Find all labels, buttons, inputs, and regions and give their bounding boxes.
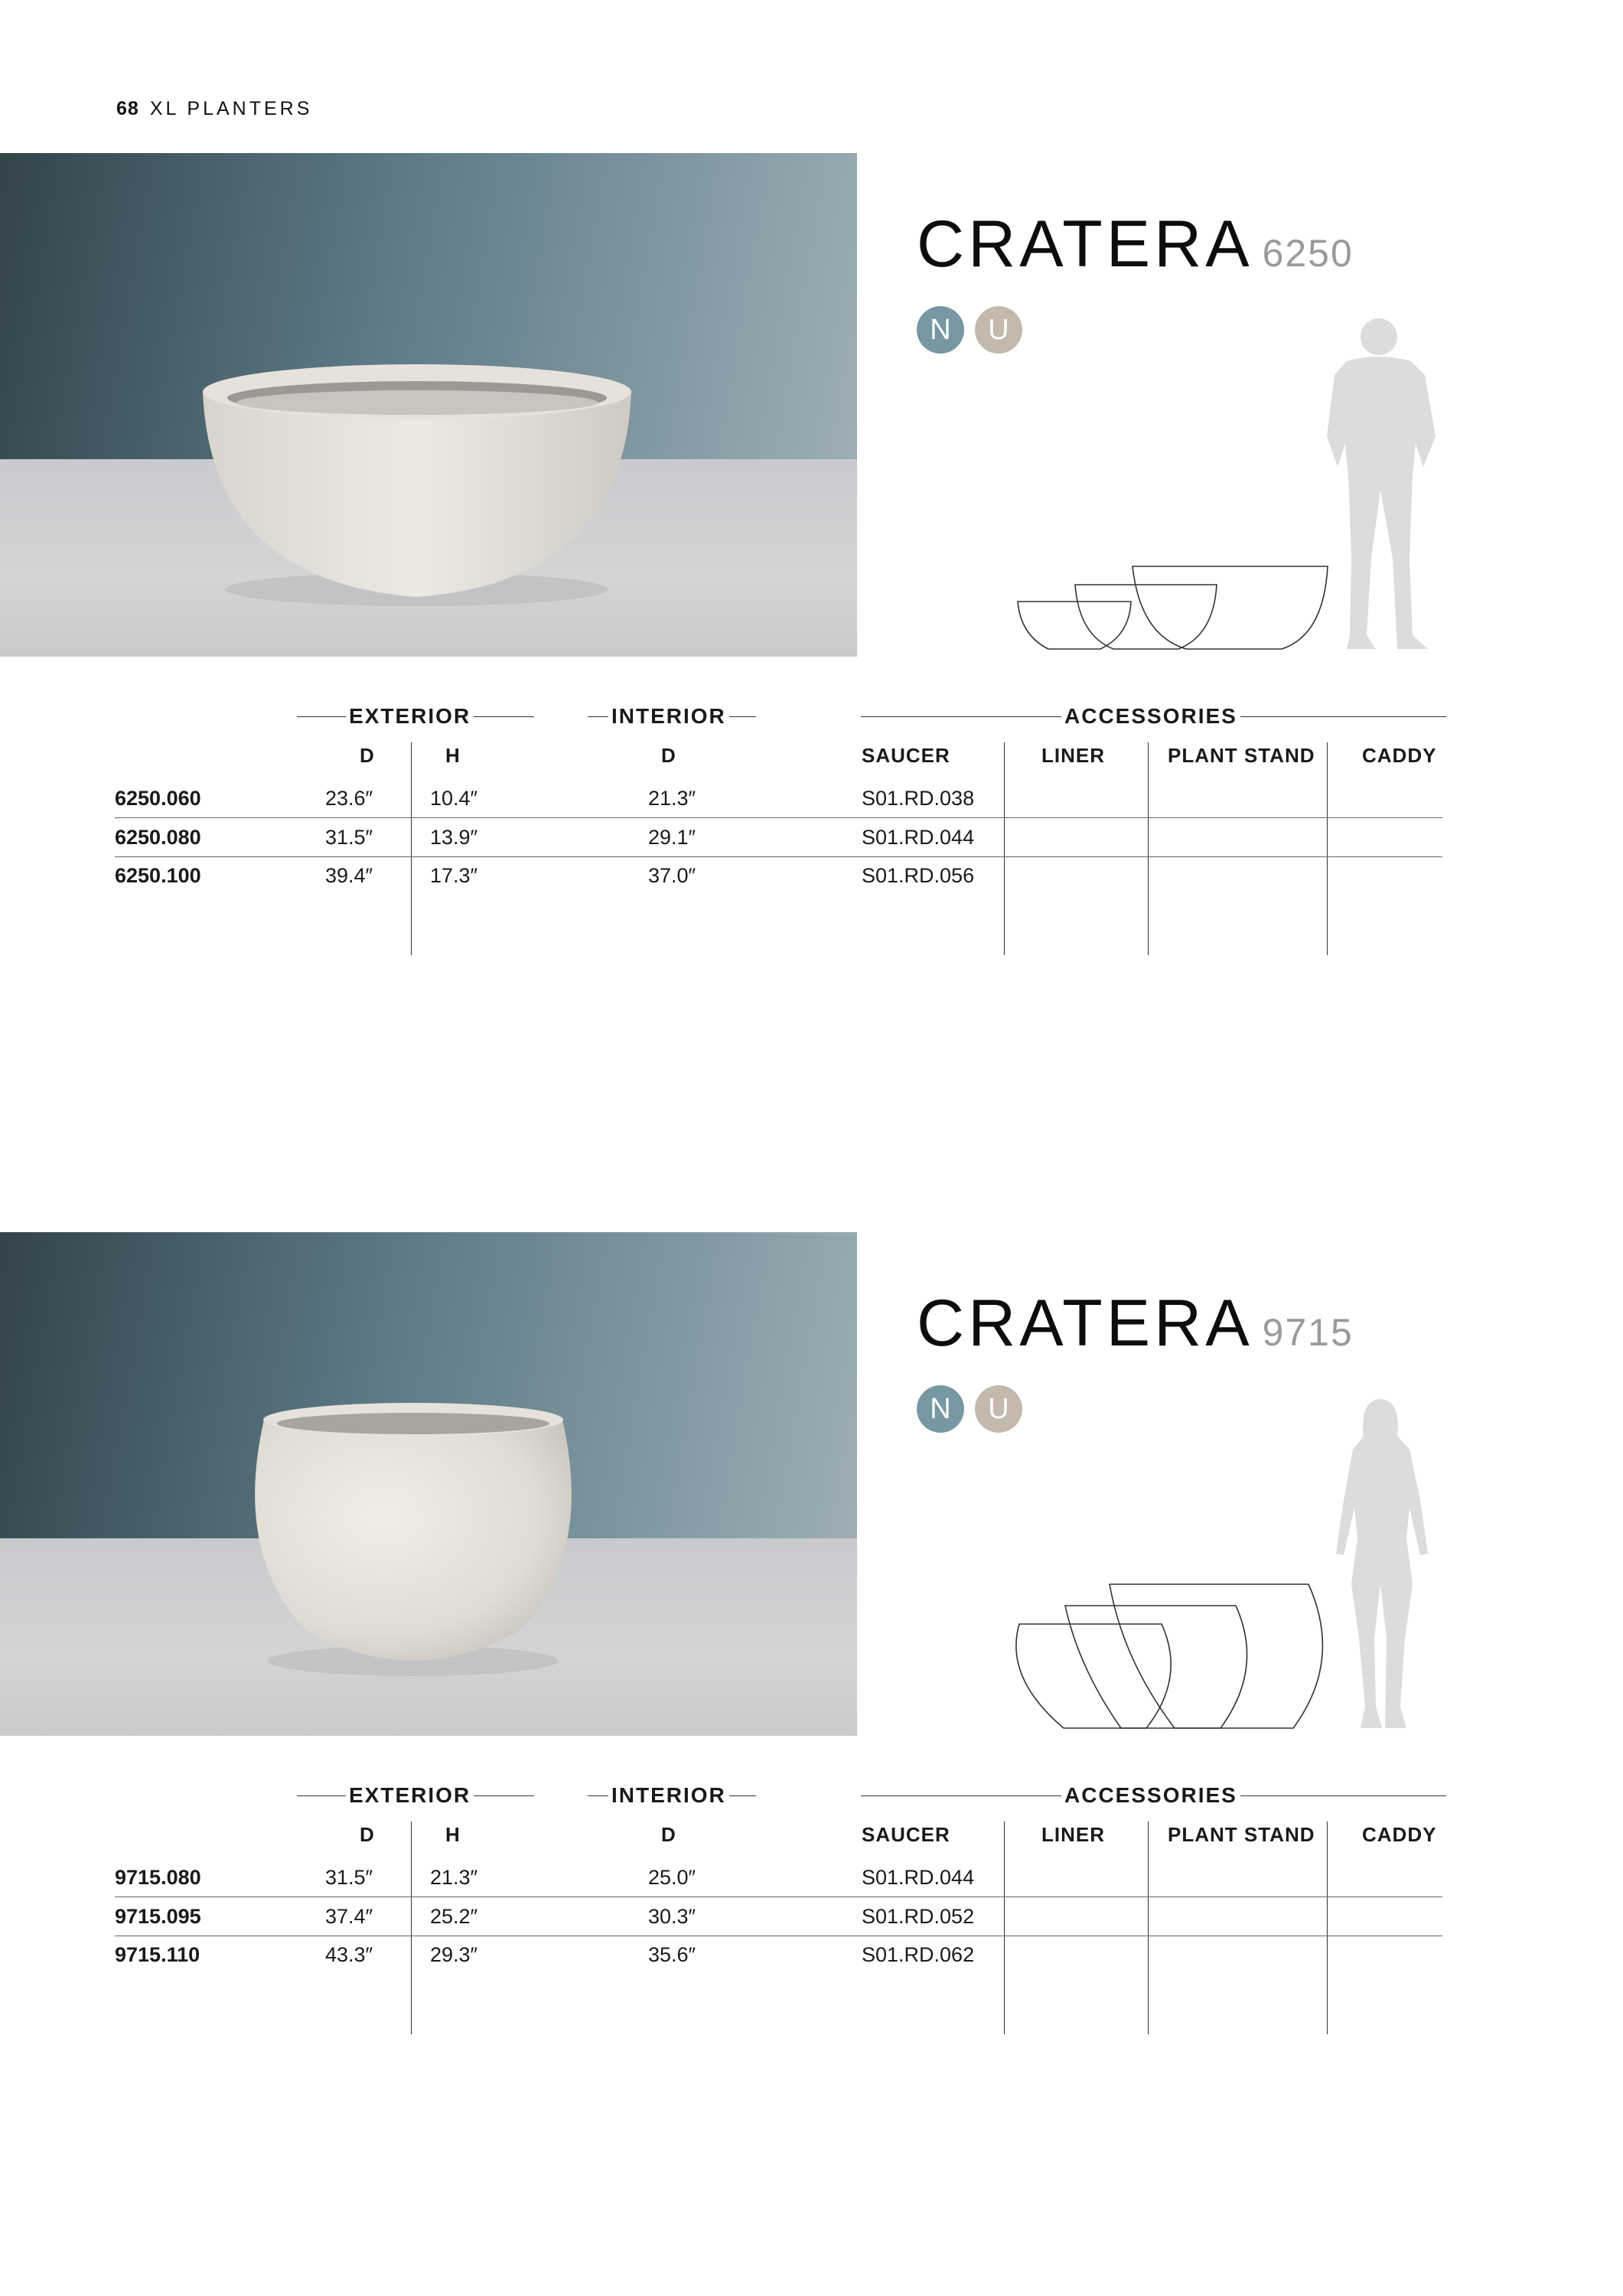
exterior-d: 31.5″ [325, 1866, 373, 1889]
table-row [115, 1936, 1442, 1974]
col-interior-d: D [661, 744, 676, 767]
exterior-d: 23.6″ [325, 787, 373, 810]
col-plant-stand: PLANT STAND [1168, 744, 1315, 767]
exterior-d: 39.4″ [325, 864, 373, 887]
size-comparison-illustration [987, 1385, 1462, 1745]
product-photo [0, 1232, 857, 1736]
col-interior-d: D [661, 1823, 676, 1846]
planter-outlines [1016, 1584, 1322, 1728]
badge-u: U [975, 306, 1022, 354]
product-name: CRATERA [917, 1287, 1253, 1360]
page-number: 68 [116, 98, 139, 119]
sku: 6250.100 [115, 864, 201, 887]
saucer-code: S01.RD.038 [862, 787, 975, 810]
exterior-d: 43.3″ [325, 1943, 373, 1966]
col-exterior-d: D [360, 744, 375, 767]
table-row [115, 779, 1442, 817]
interior-d: 30.3″ [648, 1905, 696, 1928]
saucer-code: S01.RD.052 [862, 1905, 975, 1928]
badge-u: U [975, 1385, 1022, 1433]
badge-n: N [917, 306, 964, 354]
product-name: CRATERA [917, 207, 1253, 281]
product-photo [0, 153, 857, 657]
saucer-code: S01.RD.044 [862, 826, 975, 849]
sku: 6250.080 [115, 826, 201, 849]
col-exterior-d: D [360, 1823, 375, 1846]
person-silhouette-female [1336, 1399, 1428, 1728]
exterior-h: 17.3″ [430, 864, 478, 887]
interior-d: 29.1″ [648, 826, 696, 849]
exterior-h: 29.3″ [430, 1943, 478, 1966]
table-row [115, 818, 1442, 856]
interior-d: 37.0″ [648, 864, 696, 887]
group-exterior: EXTERIOR [346, 1782, 474, 1809]
table-row [115, 1897, 1442, 1936]
group-accessories: ACCESSORIES [1061, 703, 1240, 730]
col-liner: LINER [1041, 1823, 1105, 1846]
saucer-code: S01.RD.044 [862, 1866, 975, 1889]
group-interior: INTERIOR [608, 1782, 729, 1809]
col-plant-stand: PLANT STAND [1168, 1823, 1315, 1846]
spec-table [0, 1782, 1623, 2034]
sku: 9715.095 [115, 1905, 201, 1928]
page-header [116, 98, 312, 120]
product-section-9715 [0, 1232, 1623, 2074]
col-saucer: SAUCER [862, 1823, 950, 1846]
saucer-code: S01.RD.056 [862, 864, 975, 887]
exterior-d: 31.5″ [325, 826, 373, 849]
exterior-h: 21.3″ [430, 1866, 478, 1889]
exterior-h: 13.9″ [430, 826, 478, 849]
exterior-h: 10.4″ [430, 787, 478, 810]
group-accessories: ACCESSORIES [1061, 1782, 1240, 1809]
saucer-code: S01.RD.062 [862, 1943, 975, 1966]
product-code: 9715 [1262, 1311, 1354, 1354]
table-row [115, 1858, 1442, 1896]
planter-outlines [1018, 566, 1328, 649]
col-saucer: SAUCER [862, 744, 950, 767]
product-section-6250 [0, 153, 1623, 995]
group-interior: INTERIOR [608, 703, 729, 730]
col-caddy: CADDY [1362, 1823, 1437, 1846]
spec-table [0, 703, 1623, 955]
product-title [917, 207, 1354, 282]
col-exterior-h: H [445, 1823, 461, 1846]
badge-n: N [917, 1385, 964, 1433]
size-comparison-illustration [987, 306, 1462, 666]
sku: 9715.110 [115, 1943, 200, 1966]
exterior-d: 37.4″ [325, 1905, 373, 1928]
interior-d: 25.0″ [648, 1866, 696, 1889]
product-title [917, 1286, 1354, 1362]
col-caddy: CADDY [1362, 744, 1437, 767]
sku: 6250.060 [115, 787, 201, 810]
section-title: XL PLANTERS [149, 98, 313, 119]
exterior-h: 25.2″ [430, 1905, 478, 1928]
person-silhouette-male [1327, 318, 1436, 649]
col-liner: LINER [1041, 744, 1105, 767]
interior-d: 35.6″ [648, 1943, 696, 1966]
sku: 9715.080 [115, 1866, 201, 1889]
product-code: 6250 [1262, 232, 1354, 275]
group-exterior: EXTERIOR [346, 703, 474, 730]
col-exterior-h: H [445, 744, 461, 767]
interior-d: 21.3″ [648, 787, 696, 810]
table-row [115, 856, 1442, 895]
